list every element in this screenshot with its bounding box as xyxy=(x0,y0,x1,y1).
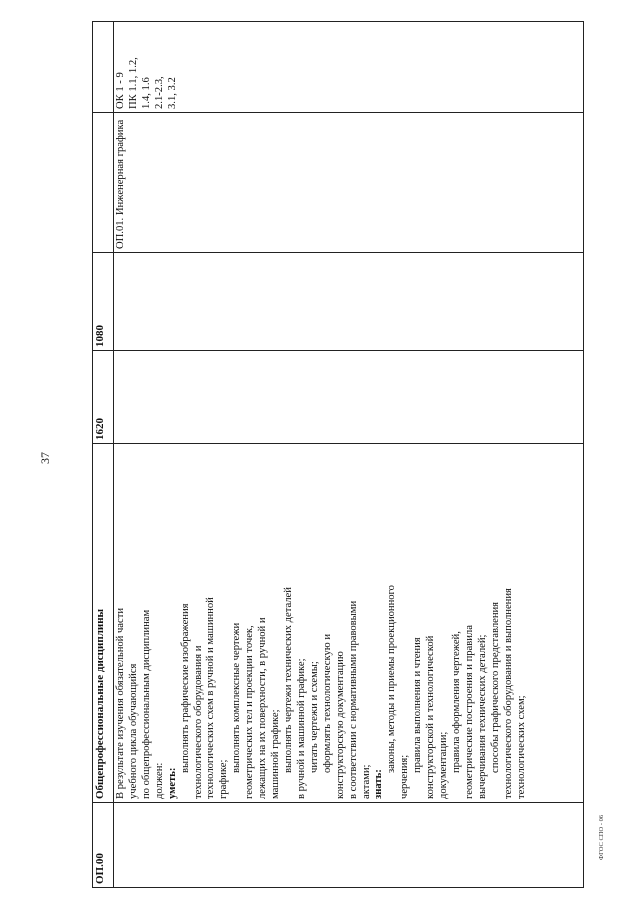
description-line: технологического оборудования и выполнения xyxy=(502,588,514,799)
header-code: ОП.00 xyxy=(93,803,114,888)
description-line: В результате изучения обязательной части xyxy=(115,607,126,799)
description-line: правила оформления чертежей, xyxy=(450,631,462,773)
description-line: выполнять чертежи технических деталей xyxy=(282,587,294,773)
table-body-row xyxy=(114,22,584,888)
description-line: выполнять комплексные чертежи xyxy=(231,622,243,773)
competence-line: ОК 1 - 9 xyxy=(115,72,126,109)
competences-cell xyxy=(114,22,584,113)
description-line: учебного цикла обучающийся xyxy=(127,663,139,799)
description-line: оформлять технологическую и xyxy=(321,633,333,773)
description-line: знать: xyxy=(373,769,385,799)
description-line: в ручной и машинной графике; xyxy=(295,658,307,799)
description-line: конструкторскую документацию xyxy=(334,651,346,799)
description-line: выполнять графические изображения xyxy=(179,603,191,773)
page-number: 37 xyxy=(38,452,52,464)
footer-label: ФГОС СПО - 06 xyxy=(598,814,605,860)
competence-line: 3.1, 3.2 xyxy=(166,77,178,109)
header-hours-required: 1080 xyxy=(93,253,114,351)
header-title: Общепрофессиональные дисциплины xyxy=(93,444,114,803)
description-line: законы, методы и приемы проекционного xyxy=(386,585,398,773)
description-line: правила выполнения и чтения xyxy=(412,637,424,773)
description-line: по общепрофессиональным дисциплинам xyxy=(140,609,152,799)
description-line: черчения; xyxy=(399,754,411,799)
description-line: геометрические построения и правила xyxy=(463,625,475,799)
description-line: технологических схем в ручной и машинной xyxy=(205,597,217,799)
description-line: технологических схем; xyxy=(515,695,527,799)
body-hours-required-cell xyxy=(114,253,584,351)
description-line: читать чертежи и схемы; xyxy=(308,661,320,773)
competence-line: 2.1-2.3, xyxy=(153,76,165,109)
table-header-row xyxy=(93,22,114,888)
description-line: конструкторской и технологической xyxy=(425,635,437,799)
description-line: должен: xyxy=(153,762,165,799)
header-competences xyxy=(93,22,114,113)
curriculum-table xyxy=(92,21,584,888)
competence-line: 1.4, 1.6 xyxy=(140,77,152,109)
discipline-cell: ОП.01. Инженерная графика xyxy=(114,113,584,253)
body-hours-max-cell xyxy=(114,351,584,444)
description-line: графике; xyxy=(218,759,230,799)
description-line: лежащих на их поверхности, в ручной и xyxy=(257,617,269,799)
description-line: машинной графике; xyxy=(270,709,282,799)
description-line: в соответствии с нормативными правовыми xyxy=(347,600,359,799)
curriculum-table-rotated xyxy=(92,57,584,888)
description-cell xyxy=(114,444,584,803)
description-line: геометрических тел и проекции точек, xyxy=(244,625,256,799)
description-line: вычерчивания технических деталей; xyxy=(476,634,488,799)
description-line: способы графического представления xyxy=(489,601,501,773)
description-line: технологического оборудования и xyxy=(192,645,204,799)
description-line: документации; xyxy=(438,731,450,799)
description-line: актами; xyxy=(360,764,372,799)
body-code-cell xyxy=(114,803,584,888)
description-line: уметь: xyxy=(166,767,178,799)
competence-line: ПК 1.1, 1.2, xyxy=(127,57,139,109)
header-hours-max: 1620 xyxy=(93,351,114,444)
header-discipline xyxy=(93,113,114,253)
